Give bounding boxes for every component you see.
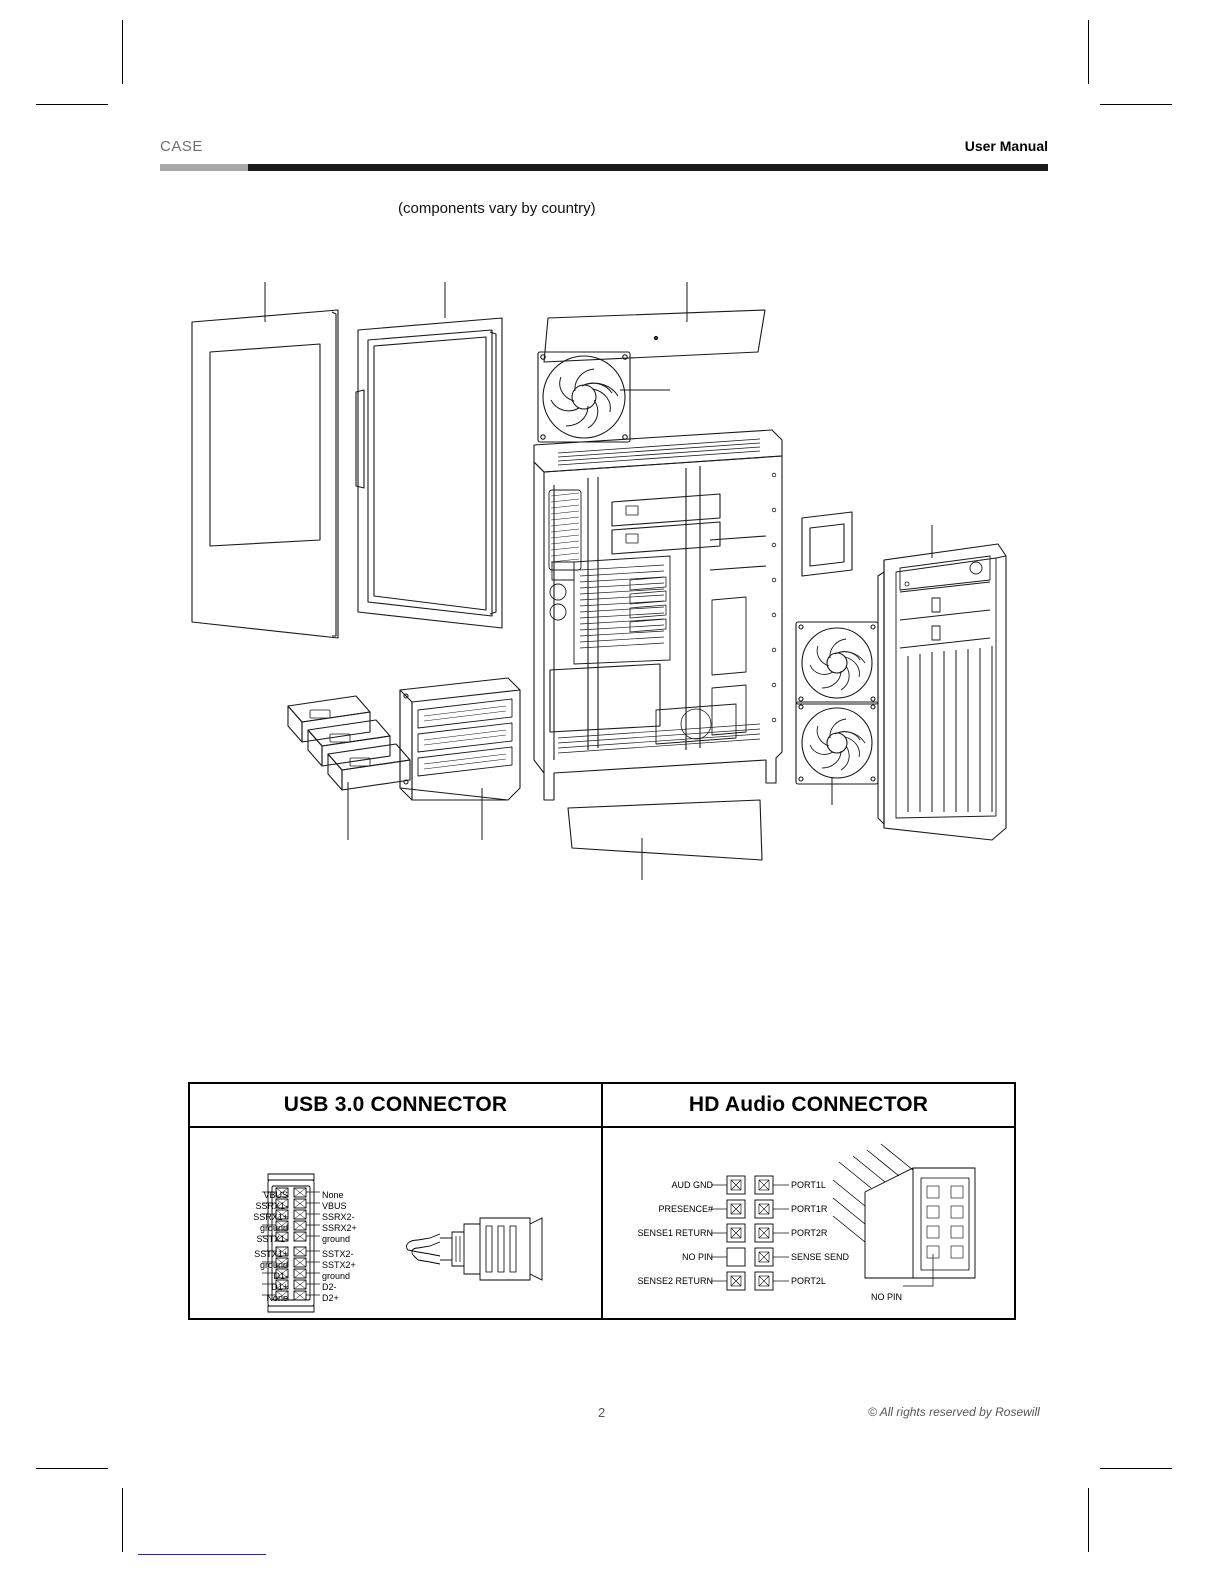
part-bottom-dust-filter	[568, 800, 762, 860]
usb3-right-pin-9: D2-	[322, 1282, 337, 1292]
usb3-right-pin-10: D2+	[322, 1293, 339, 1303]
crop-mark-top-left-horizontal	[36, 104, 108, 105]
hd-audio-connector-cell	[603, 1128, 1014, 1320]
part-side-panel-solid	[356, 318, 502, 628]
hdaudio-left-pin-1: AUD GND	[671, 1180, 713, 1190]
usb3-connector-title: USB 3.0 CONNECTOR	[190, 1084, 603, 1126]
hdaudio-right-pin-1: PORT1L	[791, 1180, 826, 1190]
usb3-right-pin-8: ground	[322, 1271, 351, 1281]
part-side-panel-window	[192, 310, 338, 638]
usb3-left-pin-3: SSRX1+	[253, 1212, 288, 1222]
part-hard-drive-cage	[400, 678, 520, 800]
page-number: 2	[598, 1405, 606, 1420]
usb3-left-pin-6: SSTX1+	[254, 1249, 288, 1259]
usb3-left-pin-1: VBUS	[263, 1190, 288, 1200]
part-top-fan	[538, 352, 630, 442]
hdaudio-right-pin-3: PORT2R	[791, 1228, 828, 1238]
hdaudio-left-pin-5: SENSE2 RETURN	[637, 1276, 713, 1286]
part-front-bezel	[878, 544, 1006, 840]
hdaudio-no-pin-callout: NO PIN	[871, 1292, 903, 1302]
hdaudio-left-pin-3: SENSE1 RETURN	[637, 1228, 713, 1238]
usb3-right-pin-5: ground	[322, 1234, 351, 1244]
crop-mark-top-right-vertical	[1088, 20, 1089, 84]
hd-audio-3d-connector-drawing	[833, 1144, 975, 1286]
diagram-caption: (components vary by country)	[398, 200, 596, 217]
crop-mark-top-left-vertical	[122, 20, 123, 84]
usb3-left-pin-2: SSRX1-	[255, 1201, 288, 1211]
connector-table-header	[190, 1084, 1014, 1128]
part-top-dust-filter	[544, 310, 765, 362]
usb3-left-pin-10: None	[266, 1293, 288, 1303]
page-header	[160, 138, 1048, 168]
usb3-right-pin-1: None	[322, 1190, 344, 1200]
copyright-notice: © All rights reserved by Rosewill	[868, 1405, 1040, 1419]
part-front-dual-fans	[796, 622, 878, 784]
usb3-cable-drawing	[406, 1218, 542, 1280]
usb3-left-pin-8: D1-	[273, 1271, 288, 1281]
crop-mark-bottom-left-horizontal	[36, 1468, 108, 1469]
header-rule	[160, 164, 1048, 171]
usb3-left-pin-7: ground	[259, 1260, 288, 1270]
crop-mark-bottom-right-vertical	[1088, 1488, 1089, 1552]
hdaudio-right-pin-5: PORT2L	[791, 1276, 826, 1286]
header-right-label: User Manual	[964, 138, 1048, 154]
crop-mark-top-right-horizontal	[1100, 104, 1172, 105]
connector-table-body	[190, 1128, 1014, 1320]
usb3-left-pin-4: ground	[259, 1223, 288, 1233]
part-chassis-frame	[534, 430, 782, 800]
usb3-right-pin-3: SSRX2-	[322, 1212, 355, 1222]
usb3-right-pin-7: SSTX2+	[322, 1260, 356, 1270]
crop-mark-bottom-left-vertical	[122, 1488, 123, 1552]
hd-audio-header-drawing	[711, 1176, 789, 1290]
usb3-right-pin-6: SSTX2-	[322, 1249, 354, 1259]
crop-mark-bottom-right-horizontal	[1100, 1468, 1172, 1469]
part-accessory-screw-packs	[288, 696, 410, 790]
usb3-header-drawing	[262, 1174, 320, 1312]
hdaudio-left-pin-4: NO PIN	[681, 1252, 713, 1262]
usb3-left-pin-5: SSTX1-	[256, 1234, 288, 1244]
bottom-hyperlink-underline[interactable]	[138, 1554, 266, 1555]
part-rear-small-panel	[802, 512, 852, 576]
usb3-right-pin-4: SSRX2+	[322, 1223, 357, 1233]
hdaudio-left-pin-2: PRESENCE#	[658, 1204, 713, 1214]
usb3-connector-cell	[190, 1128, 603, 1320]
hdaudio-right-pin-4: SENSE SEND	[791, 1252, 850, 1262]
hdaudio-right-pin-2: PORT1R	[791, 1204, 828, 1214]
usb3-right-pin-2: VBUS	[322, 1201, 347, 1211]
exploded-case-assembly-diagram	[160, 240, 1060, 920]
connector-pinout-table	[188, 1082, 1016, 1320]
hd-audio-connector-title: HD Audio CONNECTOR	[688, 1093, 929, 1116]
usb3-left-pin-9: D1+	[271, 1282, 288, 1292]
header-left-label: CASE	[160, 138, 203, 155]
